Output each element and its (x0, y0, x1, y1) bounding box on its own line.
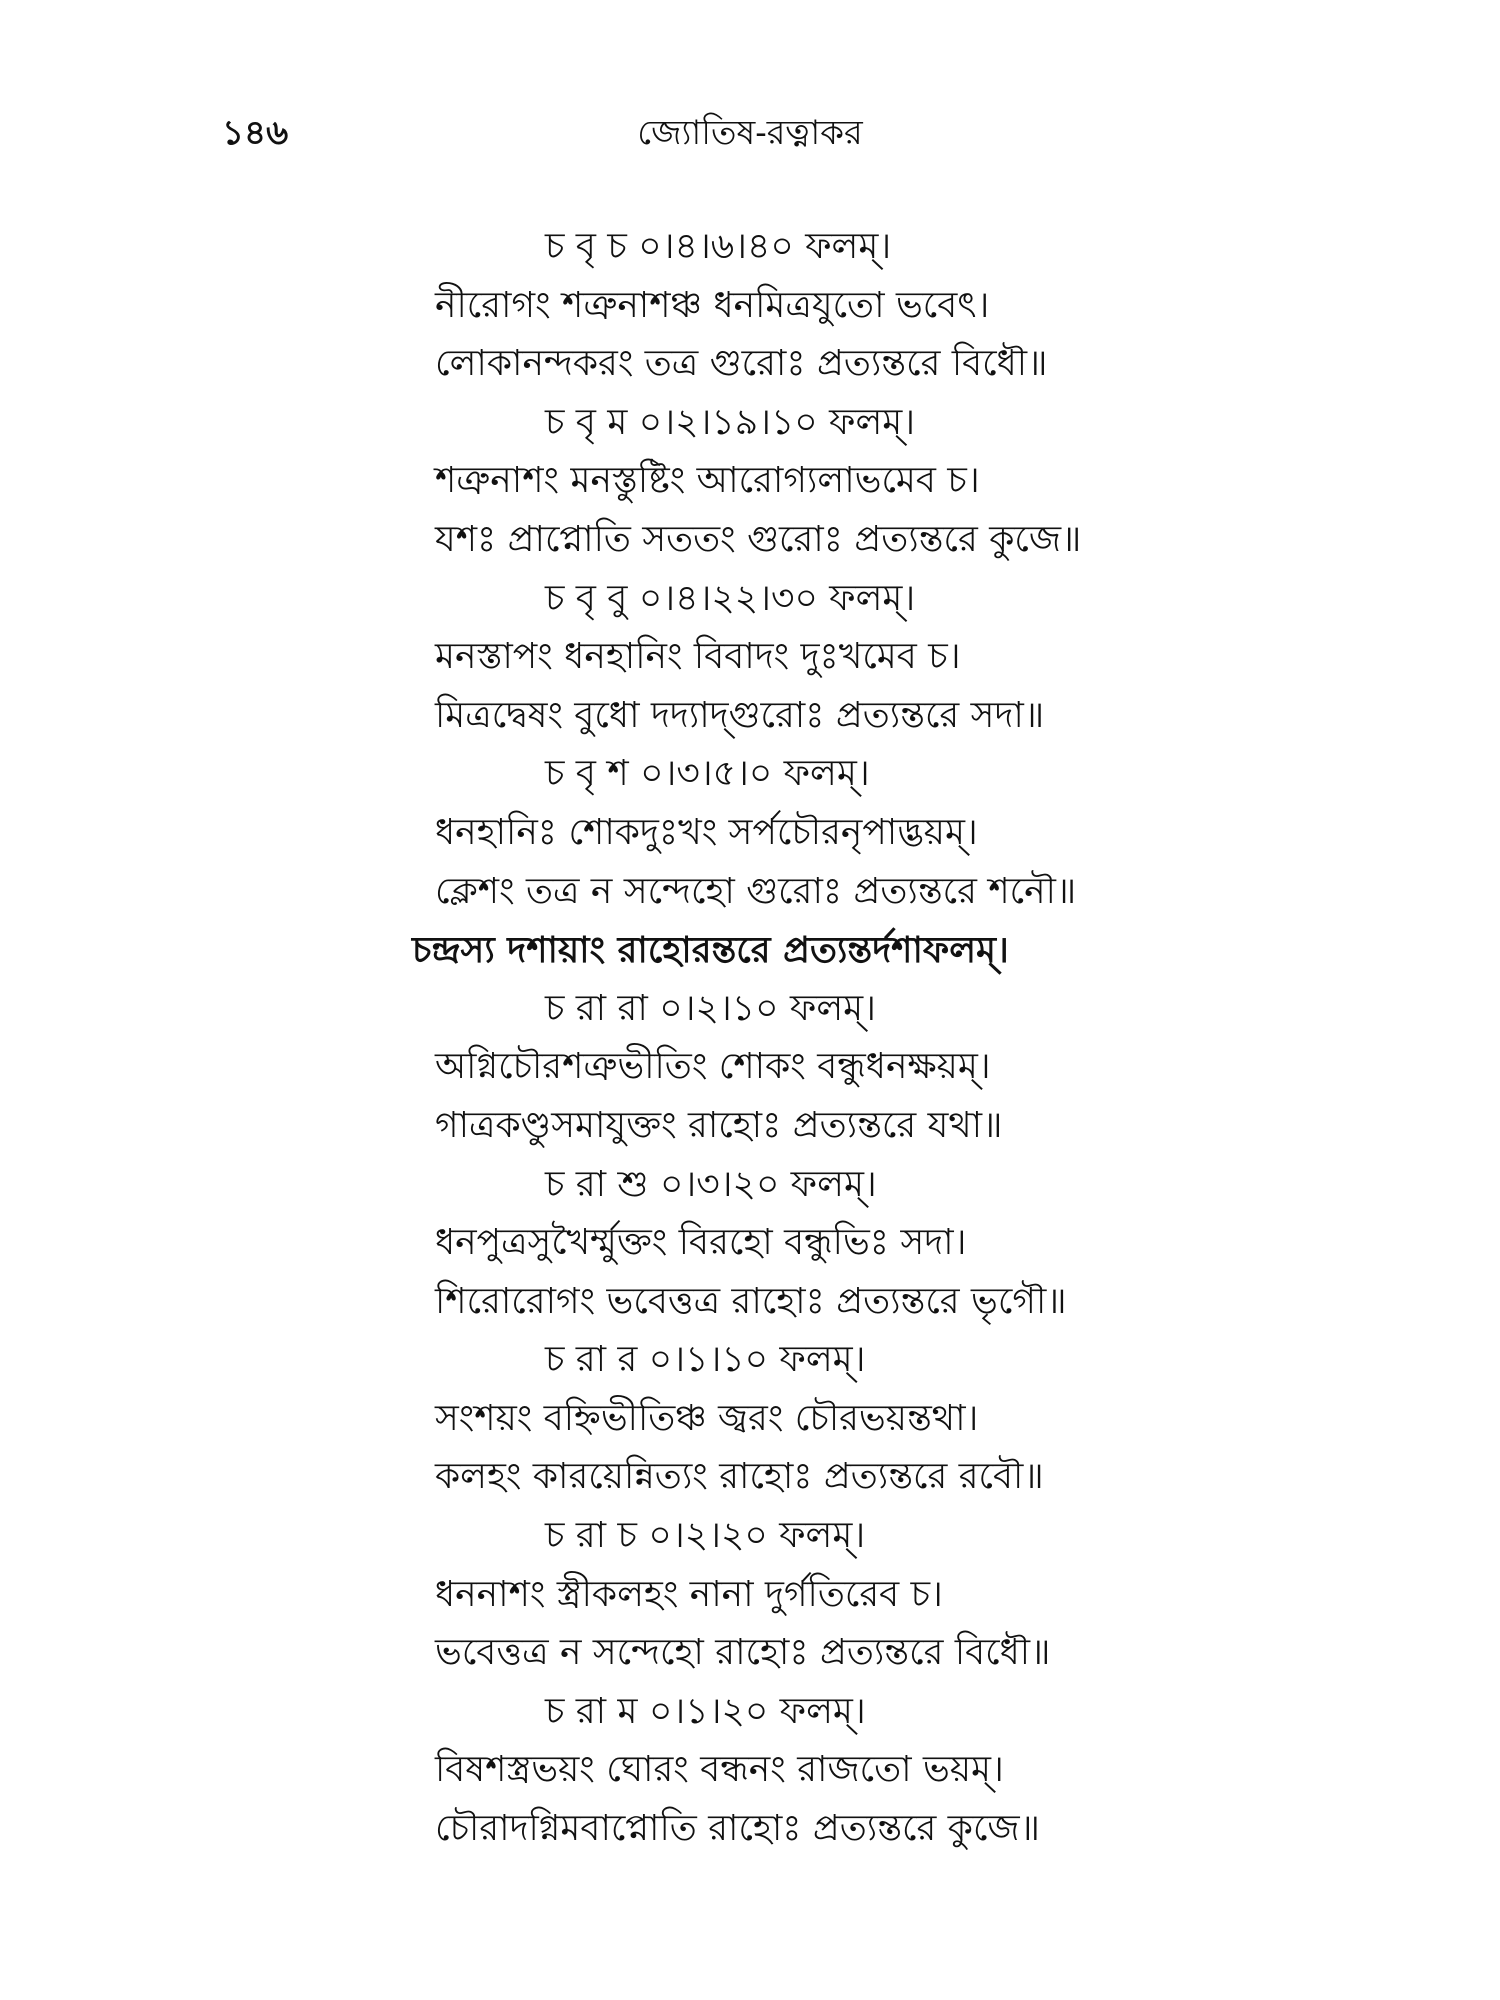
verse-line: বিষশস্ত্রভয়ং ঘোরং বন্ধনং রাজতো ভয়ম্। (435, 1749, 1004, 1791)
dasha-formula-line: চ বৃ ম ০।২।১৯।১০ ফলম্। (545, 401, 916, 443)
dasha-formula-line: চ রা চ ০।২।২০ ফলম্। (545, 1515, 866, 1557)
dasha-formula-line: চ রা ম ০।১।২০ ফলম্। (545, 1690, 866, 1732)
verse-line: ধনহানিঃ শোকদুঃখং সর্পচৌরনৃপাদ্ভয়ম্। (435, 811, 978, 853)
dasha-formula-line: চ রা শু ০।৩।২০ ফলম্। (545, 1163, 877, 1205)
verse-line: ভবেত্তত্র ন সন্দেহো রাহোঃ প্রত্যন্তরে বিধৌ॥ (435, 1632, 1051, 1674)
verse-line: মনস্তাপং ধনহানিং বিবাদং দুঃখমেব চ। (435, 636, 961, 678)
verse-line: সংশয়ং বহ্নিভীতিঞ্চ জ্বরং চৌরভয়ন্তথা। (435, 1397, 979, 1439)
verse-line: গাত্রকণ্ডুসমাযুক্তং রাহোঃ প্রত্যন্তরে যথা॥ (435, 1104, 1003, 1146)
verse-line: ধনপুত্রসুখৈর্ম্মুক্তং বিরহো বন্ধুভিঃ সদা। (435, 1222, 967, 1264)
verse-line: ক্লেশং তত্র ন সন্দেহো গুরোঃ প্রত্যন্তরে শনৌ॥ (435, 870, 1077, 912)
page-number: ১৪৬ (222, 113, 289, 153)
verse-line: মিত্রদ্বেষং বুধো দদ্যাদ্গুরোঃ প্রত্যন্তরে সদা॥ (435, 694, 1045, 736)
verse-line: লোকানন্দকরং তত্র গুরোঃ প্রত্যন্তরে বিধৌ॥ (435, 343, 1048, 385)
verse-line: কলহং কারয়েন্নিত্যং রাহোঃ প্রত্যন্তরে রবৌ॥ (435, 1456, 1044, 1498)
page-header (0, 108, 1500, 158)
running-title: জ্যোতিষ-রত্নাকর (637, 113, 863, 153)
verse-line: শত্রুনাশং মনস্তুষ্টিং আরোগ্যলাভমেব চ। (435, 460, 980, 502)
dasha-formula-line: চ বৃ শ ০।৩।৫।০ ফলম্। (545, 753, 870, 795)
verse-line: ধননাশং স্ত্রীকলহং নানা দুর্গতিরেব চ। (435, 1573, 943, 1615)
dasha-formula-line: চ রা র ০।১।১০ ফলম্। (545, 1339, 866, 1381)
section-heading: চন্দ্রস্য দশায়াং রাহোরন্তরে প্রত্যন্তর্দশাফলম্। (412, 929, 1009, 972)
page-body (0, 218, 1500, 1859)
verse-line: শিরোরোগং ভবেত্তত্র রাহোঃ প্রত্যন্তরে ভৃগৌ॥ (435, 1280, 1067, 1322)
dasha-formula-line: চ বৃ চ ০।৪।৬।৪০ ফলম্। (545, 226, 892, 267)
verse-line: নীরোগং শত্রুনাশঞ্চ ধনমিত্রযুতো ভবেৎ। (435, 284, 990, 326)
verse-line: অগ্নিচৌরশত্রুভীতিং শোকং বন্ধুধনক্ষয়ম্। (435, 1046, 991, 1088)
dasha-formula-line: চ রা রা ০।২।১০ ফলম্। (545, 987, 877, 1029)
dasha-formula-line: চ বৃ বু ০।৪।২২।৩০ ফলম্। (545, 577, 916, 619)
verse-line: যশঃ প্রাপ্নোতি সততং গুরোঃ প্রত্যন্তরে কুজে॥ (435, 518, 1082, 560)
verse-line: চৌরাদগ্নিমবাপ্নোতি রাহোঃ প্রত্যন্তরে কুজে॥ (435, 1808, 1040, 1850)
